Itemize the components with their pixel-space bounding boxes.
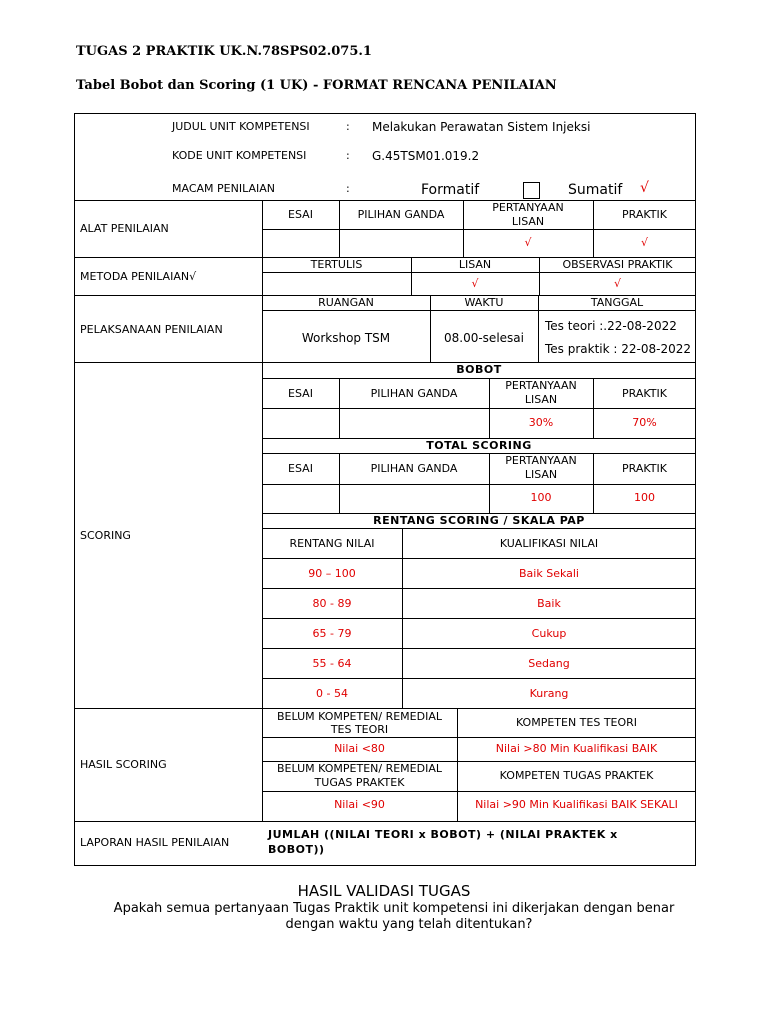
- bk-praktek-line1: BELUM KOMPETEN/ REMEDIAL: [277, 762, 442, 775]
- k-praktek: KOMPETEN TUGAS PRAKTEK: [499, 769, 654, 782]
- range-value: 65 - 79: [312, 627, 352, 640]
- metoda-lisan-check-icon: √: [471, 277, 479, 290]
- document-title: TUGAS 2 PRAKTIK UK.N.78SPS02.075.1: [76, 44, 372, 59]
- metoda-col-observasi: OBSERVASI PRAKTIK: [562, 258, 673, 271]
- pelaksanaan-col-tanggal: TANGGAL: [590, 296, 644, 309]
- bobot-col-esai: ESAI: [288, 387, 313, 400]
- alat-col-lisan: PERTANYAAN LISAN: [492, 201, 564, 228]
- alat-col-praktik: PRAKTIK: [622, 208, 667, 221]
- colon: :: [346, 182, 350, 195]
- bobot-praktik-value: 70%: [632, 416, 657, 429]
- formatif-checkbox[interactable]: [523, 182, 540, 199]
- judul-label: JUDUL UNIT KOMPETENSI: [172, 120, 310, 133]
- tanggal-teori: Tes teori :.22-08-2022: [545, 319, 677, 333]
- qualification-value: Cukup: [531, 627, 567, 640]
- qualification-value: Sedang: [528, 657, 570, 670]
- laporan-label: LAPORAN HASIL PENILAIAN: [80, 836, 230, 849]
- judul-value: Melakukan Perawatan Sistem Injeksi: [372, 120, 591, 134]
- colon: :: [346, 120, 350, 133]
- total-col-pg: PILIHAN GANDA: [370, 462, 458, 475]
- range-value: 90 – 100: [308, 567, 356, 580]
- validasi-question-line1: Apakah semua pertanyaan Tugas Praktik unit kompetensi ini dikerjakan dengan benar: [113, 901, 675, 916]
- bobot-col-pg: PILIHAN GANDA: [370, 387, 458, 400]
- total-col-lisan: PERTANYAAN LISAN: [505, 454, 577, 481]
- alat-praktik-check-icon: √: [640, 236, 648, 249]
- bk-teori-line1: BELUM KOMPETEN/ REMEDIAL: [277, 710, 442, 723]
- kualifikasi-header: KUALIFIKASI NILAI: [499, 537, 599, 550]
- metoda-label: METODA PENILAIAN√: [80, 270, 197, 283]
- total-lisan-value: 100: [530, 491, 552, 504]
- pelaksanaan-label: PELAKSANAAN PENILAIAN: [80, 323, 223, 336]
- alat-col-pg: PILIHAN GANDA: [357, 208, 445, 221]
- waktu-value: 08.00-selesai: [444, 331, 524, 345]
- bobot-title: BOBOT: [456, 363, 502, 376]
- document-subtitle: Tabel Bobot dan Scoring (1 UK) - FORMAT RENCANA PENILAIAN: [76, 78, 557, 93]
- laporan-formula-line2: BOBOT)): [268, 843, 325, 856]
- laporan-formula-line1: JUMLAH ((NILAI TEORI x BOBOT) + (NILAI PRAKTEK x: [268, 828, 618, 841]
- rentang-header: RENTANG NILAI: [289, 537, 375, 550]
- macam-label: MACAM PENILAIAN: [172, 182, 275, 195]
- total-praktik-value: 100: [634, 491, 655, 504]
- qualification-value: Baik Sekali: [519, 567, 579, 580]
- metoda-col-lisan: LISAN: [458, 258, 492, 271]
- nilai-bk-praktek: Nilai <90: [334, 798, 385, 811]
- tanggal-praktik: Tes praktik : 22-08-2022: [545, 342, 691, 356]
- metoda-col-tertulis: TERTULIS: [310, 258, 363, 271]
- scoring-label: SCORING: [80, 529, 131, 542]
- bobot-col-lisan: PERTANYAAN LISAN: [505, 379, 577, 406]
- total-scoring-title: TOTAL SCORING: [426, 439, 532, 452]
- alat-label: ALAT PENILAIAN: [80, 222, 169, 235]
- bobot-lisan-value: 30%: [528, 416, 554, 429]
- qualification-value: Baik: [537, 597, 561, 610]
- nilai-k-praktek: Nilai >90 Min Kualifikasi BAIK SEKALI: [475, 798, 678, 811]
- kode-value: G.45TSM01.019.2: [372, 149, 480, 163]
- nilai-k-teori: Nilai >80 Min Kualifikasi BAIK: [495, 742, 658, 755]
- colon: :: [346, 149, 350, 162]
- rentang-title: RENTANG SCORING / SKALA PAP: [373, 514, 585, 527]
- formatif-label: Formatif: [421, 182, 480, 198]
- range-value: 80 - 89: [312, 597, 352, 610]
- sumatif-label: Sumatif: [568, 182, 623, 198]
- ruangan-value: Workshop TSM: [301, 331, 391, 345]
- k-teori: KOMPETEN TES TEORI: [515, 716, 638, 729]
- hasil-label: HASIL SCORING: [80, 758, 167, 771]
- qualification-value: Kurang: [529, 687, 569, 700]
- kode-label: KODE UNIT KOMPETENSI: [172, 149, 307, 162]
- bobot-col-praktik: PRAKTIK: [622, 387, 667, 400]
- sumatif-check-icon: √: [640, 180, 649, 196]
- validasi-title: HASIL VALIDASI TUGAS: [297, 882, 471, 900]
- validasi-question-line2: dengan waktu yang telah ditentukan?: [285, 917, 533, 932]
- range-value: 0 - 54: [316, 687, 348, 700]
- pelaksanaan-col-waktu: WAKTU: [464, 296, 504, 309]
- range-value: 55 - 64: [312, 657, 352, 670]
- bk-praktek-line2: TUGAS PRAKTEK: [314, 776, 405, 789]
- metoda-observasi-check-icon: √: [613, 277, 621, 290]
- pelaksanaan-col-ruangan: RUANGAN: [318, 296, 374, 309]
- nilai-bk-teori: Nilai <80: [334, 742, 385, 755]
- total-col-esai: ESAI: [288, 462, 313, 475]
- total-col-praktik: PRAKTIK: [622, 462, 667, 475]
- alat-lisan-check-icon: √: [524, 236, 532, 249]
- bk-teori-line2: TES TEORI: [330, 723, 389, 736]
- alat-col-esai: ESAI: [288, 208, 313, 221]
